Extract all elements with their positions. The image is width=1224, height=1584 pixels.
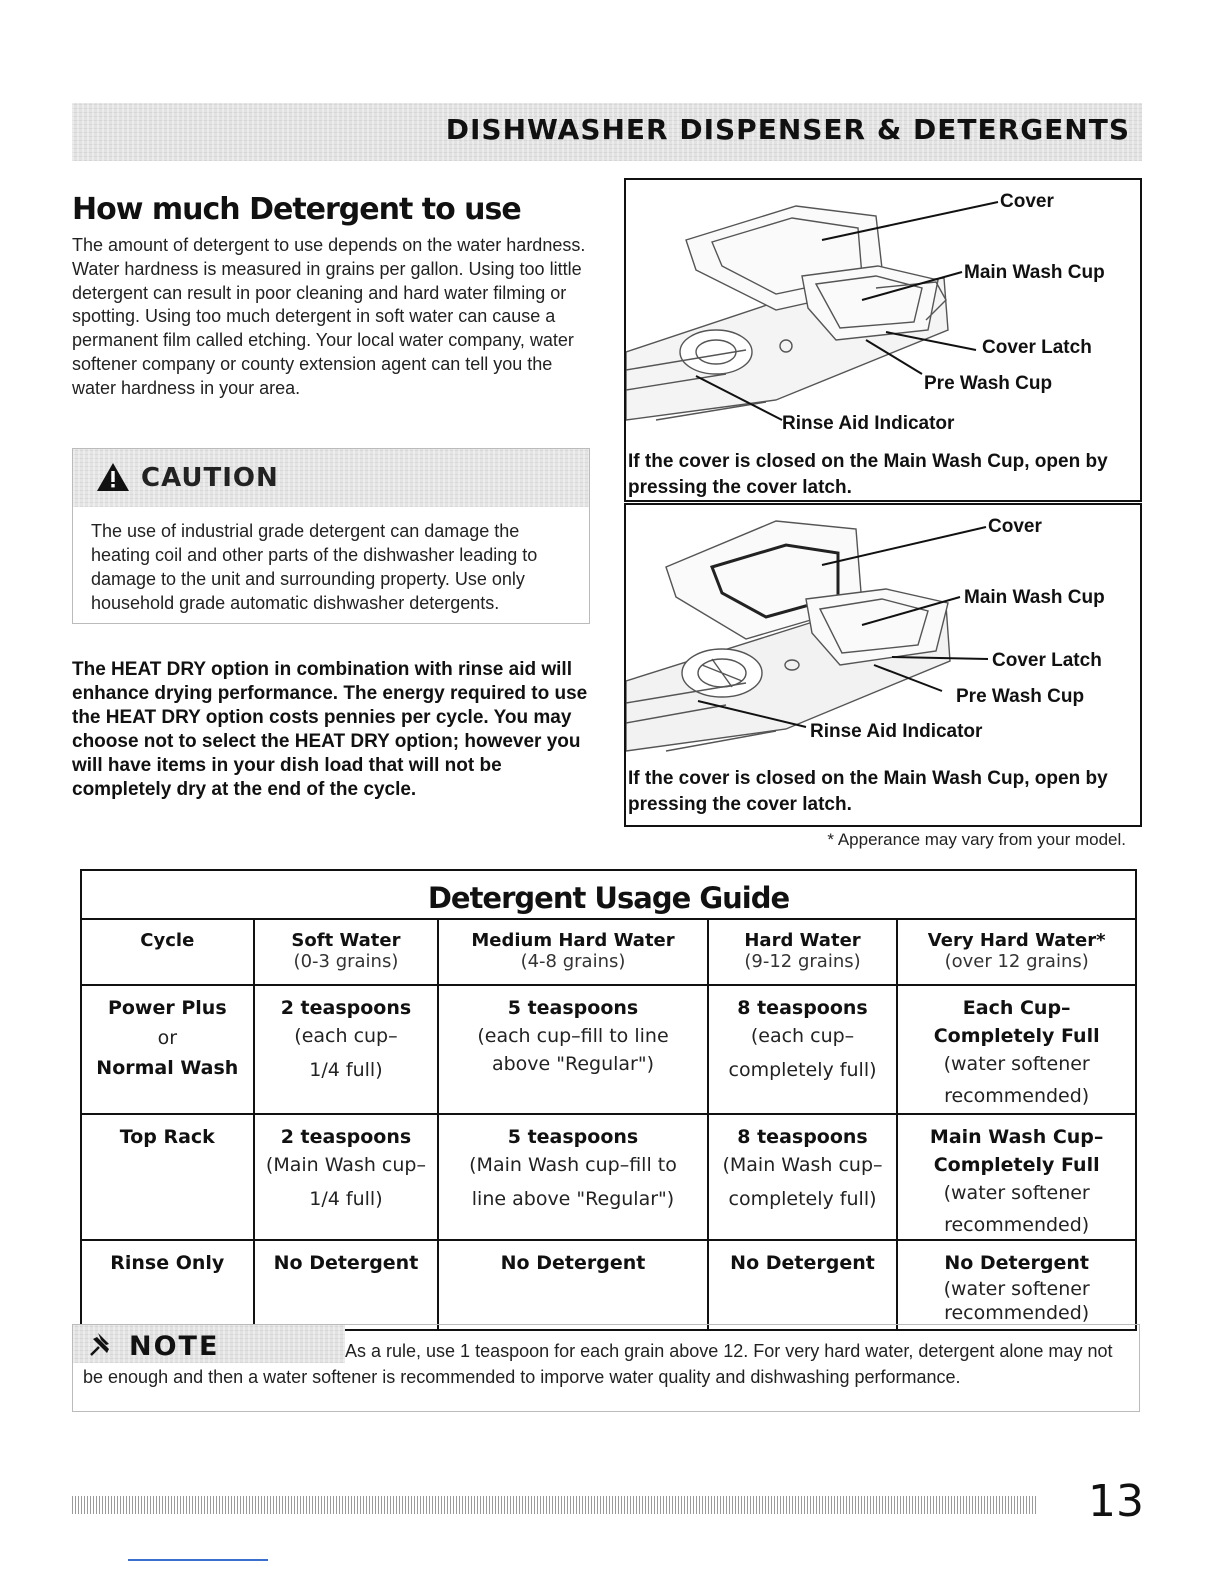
section-title: DISHWASHER DISPENSER & DETERGENTS [445, 113, 1130, 146]
label-rinse-aid-indicator: Rinse Aid Indicator [810, 721, 983, 742]
table-header-row [81, 919, 1136, 985]
detergent-usage-table [80, 869, 1137, 1331]
dispenser-diagram-closed [624, 178, 1142, 502]
cell-medium: 5 teaspoons (each cup–fill to line above "Regular") [438, 985, 707, 1114]
diagram-caption: If the cover is closed on the Main Wash Cup, open by pressing the cover latch. [628, 451, 1108, 498]
cell-cycle: Top Rack [81, 1114, 254, 1240]
cell-hard: 8 teaspoons (Main Wash cup– completely full) [708, 1114, 898, 1240]
label-cover-latch: Cover Latch [992, 650, 1102, 671]
note-box [72, 1324, 1140, 1412]
cell-hard: No Detergent [708, 1240, 898, 1330]
appearance-note: * Apperance may vary from your model. [827, 830, 1126, 849]
warning-triangle-icon [95, 461, 131, 493]
cell-medium: No Detergent [438, 1240, 707, 1330]
page-number: 13 [1088, 1476, 1144, 1527]
detergent-amount-intro: The amount of detergent to use depends on the water hardness. Water hardness is measured in grains per gallon. Using too little detergent can result in poor cleaning and hard water filming or spotting. Using too much detergent in soft water can cause a permanent film called etching. Your local water company, water softener company or county extension agent can tell you the water hardness in your area. [72, 235, 586, 398]
cell-medium: 5 teaspoons (Main Wash cup–fill to line above "Regular") [438, 1114, 707, 1240]
caution-label: CAUTION [141, 463, 279, 493]
label-pre-wash-cup: Pre Wash Cup [956, 686, 1085, 707]
header-very-hard-water: Very Hard Water* (over 12 grains) [897, 919, 1136, 985]
cell-very-hard: No Detergent (water softener recommended) [897, 1240, 1136, 1330]
cell-hard: 8 teaspoons (each cup– completely full) [708, 985, 898, 1114]
detergent-amount-section [72, 190, 592, 401]
table-row [81, 1114, 1136, 1240]
caution-box [72, 448, 590, 624]
cell-soft: 2 teaspoons (each cup– 1/4 full) [254, 985, 439, 1114]
header-medium-hard-water: Medium Hard Water (4-8 grains) [438, 919, 707, 985]
label-rinse-aid-indicator: Rinse Aid Indicator [782, 413, 955, 434]
note-text: As a rule, use 1 teaspoon for each grain above 12. For very hard water, detergent alone may not be enough and then a water softener is recommended to imporve water quality and dishwashing performance. [83, 1341, 1113, 1387]
header-hard-water: Hard Water (9-12 grains) [708, 919, 898, 985]
table-row [81, 1240, 1136, 1330]
section-header-band [72, 103, 1142, 161]
footer-decorative-bar [72, 1496, 1038, 1514]
label-cover: Cover [1000, 191, 1054, 212]
label-cover: Cover [988, 516, 1042, 537]
note-label: NOTE [129, 1331, 220, 1362]
label-main-wash-cup: Main Wash Cup [964, 587, 1105, 608]
caution-text: The use of industrial grade detergent can damage the heating coil and other parts of the dishwasher leading to damage to the unit and surrounding property. Use only household grade automatic dishwasher detergents. [91, 521, 538, 613]
cell-soft: 2 teaspoons (Main Wash cup– 1/4 full) [254, 1114, 439, 1240]
label-main-wash-cup: Main Wash Cup [964, 262, 1105, 283]
cell-cycle: Rinse Only [81, 1240, 254, 1330]
table-row [81, 985, 1136, 1114]
bottom-rule [128, 1559, 268, 1561]
cell-very-hard: Each Cup– Completely Full (water softener recommended) [897, 985, 1136, 1114]
cell-soft: No Detergent [254, 1240, 439, 1330]
cell-cycle: Power Plus or Normal Wash [81, 985, 254, 1114]
label-cover-latch: Cover Latch [982, 337, 1092, 358]
header-cycle: Cycle [81, 919, 254, 985]
dispenser-diagram-open [624, 503, 1142, 827]
label-pre-wash-cup: Pre Wash Cup [924, 373, 1053, 394]
caution-band [73, 449, 589, 507]
header-soft-water: Soft Water (0-3 grains) [254, 919, 439, 985]
diagram-caption: If the cover is closed on the Main Wash Cup, open by pressing the cover latch. [628, 768, 1108, 815]
detergent-amount-title: How much Detergent to use [72, 192, 521, 227]
cell-very-hard: Main Wash Cup– Completely Full (water softener recommended) [897, 1114, 1136, 1240]
table-title: Detergent Usage Guide [81, 870, 1136, 919]
heat-dry-paragraph: The HEAT DRY option in combination with rinse aid will enhance drying performance. The energy required to use the HEAT DRY option costs pennies per cycle. You may choose not to select the HEAT DRY option; however you will have items in your dish load that will not be completely dry at the end of the cycle. [72, 659, 588, 800]
